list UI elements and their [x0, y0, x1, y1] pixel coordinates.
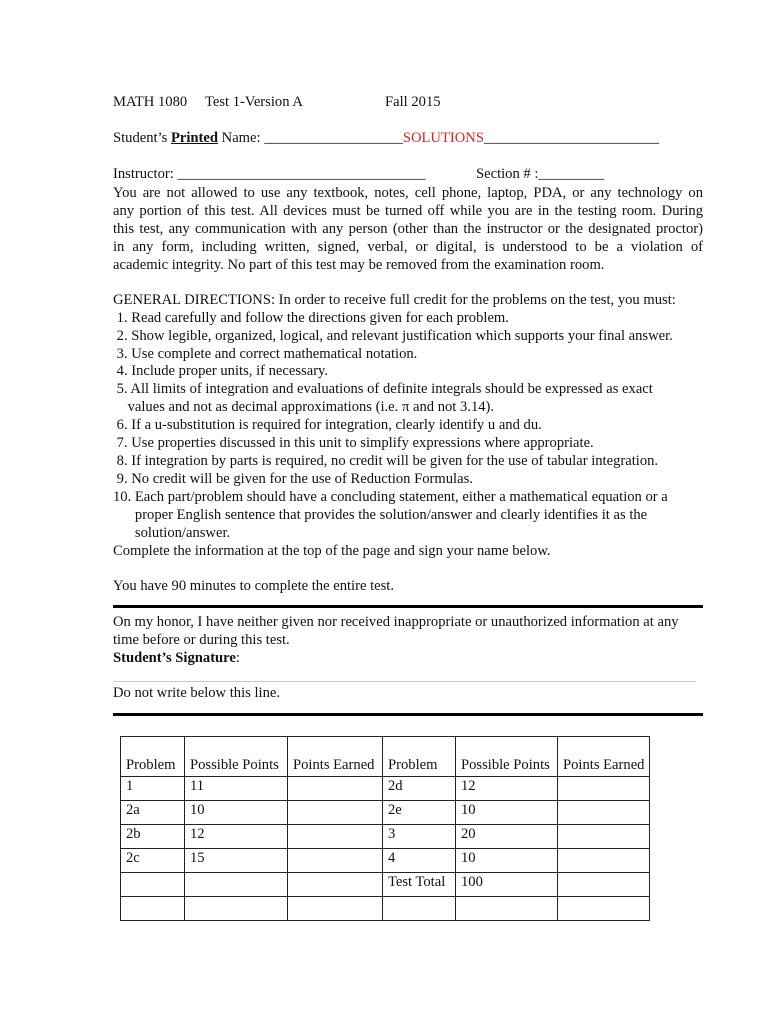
direction-item: 3. Use complete and correct mathematical notation.: [113, 346, 418, 362]
points-earned-cell[interactable]: [558, 873, 650, 897]
direction-item: 6. If a u-substitution is required for integration, clearly identify u and du.: [113, 417, 542, 433]
header-possible-points: Possible Points: [185, 737, 288, 777]
honor-line-2: time before or during this test.: [113, 632, 290, 648]
problem-cell: [383, 897, 456, 921]
possible-points-cell: 12: [456, 777, 558, 801]
signature-field-line[interactable]: [113, 681, 696, 682]
policy-line-3: this test, any communication with any person (other than the instructor or the designated proctor): [113, 221, 703, 237]
section-blank[interactable]: _________: [538, 166, 605, 182]
header-points-earned: Points Earned: [288, 737, 383, 777]
policy-line-5: academic integrity. No part of this test may be removed from the examination room.: [113, 257, 605, 273]
problem-cell: 2e: [383, 801, 456, 825]
problem-cell: 4: [383, 849, 456, 873]
header-problem: Problem: [121, 737, 185, 777]
points-earned-cell[interactable]: [288, 777, 383, 801]
header-points-earned: Points Earned: [558, 737, 650, 777]
points-earned-cell[interactable]: [288, 825, 383, 849]
table-row: [121, 801, 650, 825]
name-blank-right[interactable]: ________________________: [483, 130, 660, 146]
points-earned-cell[interactable]: [558, 801, 650, 825]
complete-note: Complete the information at the top of the page and sign your name below.: [113, 543, 551, 559]
points-earned-cell[interactable]: [558, 897, 650, 921]
instructor-blank[interactable]: __________________________________: [177, 166, 426, 182]
section-line: [476, 166, 604, 183]
signature-line: [113, 649, 240, 667]
table-row: [121, 897, 650, 921]
problem-cell: 3: [383, 825, 456, 849]
instructor-label: Instructor:: [113, 166, 178, 182]
honor-line-1: On my honor, I have neither given nor received inappropriate or unauthorized information at any: [113, 614, 679, 630]
possible-points-cell: 10: [456, 801, 558, 825]
table-row: [121, 849, 650, 873]
direction-item: 8. If integration by parts is required, no credit will be given for the use of tabular integration.: [113, 453, 659, 469]
bottom-divider: [113, 713, 703, 716]
points-earned-cell[interactable]: [558, 777, 650, 801]
time-note: You have 90 minutes to complete the entire test.: [113, 578, 395, 594]
directions-heading: GENERAL DIRECTIONS: In order to receive full credit for the problems on the test, you must:: [113, 292, 676, 308]
direction-item: values and not as decimal approximations (i.e. π and not 3.14).: [113, 399, 495, 415]
test-total-points: 100: [456, 873, 558, 897]
table-row: [121, 825, 650, 849]
possible-points-cell: 15: [185, 849, 288, 873]
points-earned-cell[interactable]: [288, 801, 383, 825]
table-header-row: [121, 737, 650, 777]
name-suffix: Name:: [218, 130, 265, 146]
direction-item: 7. Use properties discussed in this unit to simplify expressions where appropriate.: [113, 435, 594, 451]
possible-points-cell: 20: [456, 825, 558, 849]
course-code: MATH 1080: [113, 94, 188, 110]
section-label: Section # :: [476, 166, 539, 182]
top-divider: [113, 605, 703, 608]
name-prefix: Student’s: [113, 130, 171, 146]
possible-points-cell: [456, 897, 558, 921]
direction-item: 5. All limits of integration and evaluations of definite integrals should be expressed as exact: [113, 381, 653, 397]
problem-cell: 2c: [121, 849, 185, 873]
policy-line-1: You are not allowed to use any textbook, notes, cell phone, laptop, PDA, or any technology on: [113, 185, 703, 201]
problem-cell: 2a: [121, 801, 185, 825]
problem-cell: 2d: [383, 777, 456, 801]
possible-points-cell: 12: [185, 825, 288, 849]
problem-cell: [121, 897, 185, 921]
direction-item: 2. Show legible, organized, logical, and relevant justification which supports your final answer.: [113, 328, 673, 344]
problem-cell: 1: [121, 777, 185, 801]
points-earned-cell[interactable]: [288, 849, 383, 873]
test-total-label: Test Total: [383, 873, 456, 897]
header-problem: Problem: [383, 737, 456, 777]
table-row: [121, 873, 650, 897]
points-earned-cell[interactable]: [558, 825, 650, 849]
policy-line-4: in any form, including written, signed, verbal, or digital, is understood to be a violation of: [113, 239, 703, 255]
problem-cell: [121, 873, 185, 897]
student-name-line: [113, 130, 659, 147]
possible-points-cell: 11: [185, 777, 288, 801]
signature-colon: :: [235, 650, 240, 666]
direction-item: 9. No credit will be given for the use of Reduction Formulas.: [113, 471, 473, 487]
direction-item: proper English sentence that provides the solution/answer and clearly identifies it as the: [113, 507, 648, 523]
possible-points-cell: 10: [185, 801, 288, 825]
name-blank-left[interactable]: ___________________: [264, 130, 403, 146]
direction-item: 1. Read carefully and follow the directions given for each problem.: [113, 310, 509, 326]
points-earned-cell[interactable]: [288, 873, 383, 897]
direction-item: 10. Each part/problem should have a concluding statement, either a mathematical equation or a: [113, 489, 668, 505]
possible-points-cell: [185, 873, 288, 897]
signature-label: Student’s Signature: [113, 650, 236, 666]
student-name-value: SOLUTIONS: [402, 130, 484, 146]
direction-item: solution/answer.: [113, 525, 231, 541]
possible-points-cell: 10: [456, 849, 558, 873]
points-earned-cell[interactable]: [558, 849, 650, 873]
header-possible-points: Possible Points: [456, 737, 558, 777]
score-table: [120, 736, 650, 921]
points-earned-cell[interactable]: [288, 897, 383, 921]
test-version: Test 1-Version A: [205, 94, 303, 110]
possible-points-cell: [185, 897, 288, 921]
name-printed-word: Printed: [170, 130, 219, 146]
term: Fall 2015: [385, 94, 441, 110]
do-not-write-note: Do not write below this line.: [113, 685, 280, 701]
instructor-line: [113, 166, 426, 183]
problem-cell: 2b: [121, 825, 185, 849]
table-row: [121, 777, 650, 801]
direction-item: 4. Include proper units, if necessary.: [113, 363, 329, 379]
policy-line-2: any portion of this test. All devices must be turned off while you are in the testing room. During: [113, 203, 703, 219]
